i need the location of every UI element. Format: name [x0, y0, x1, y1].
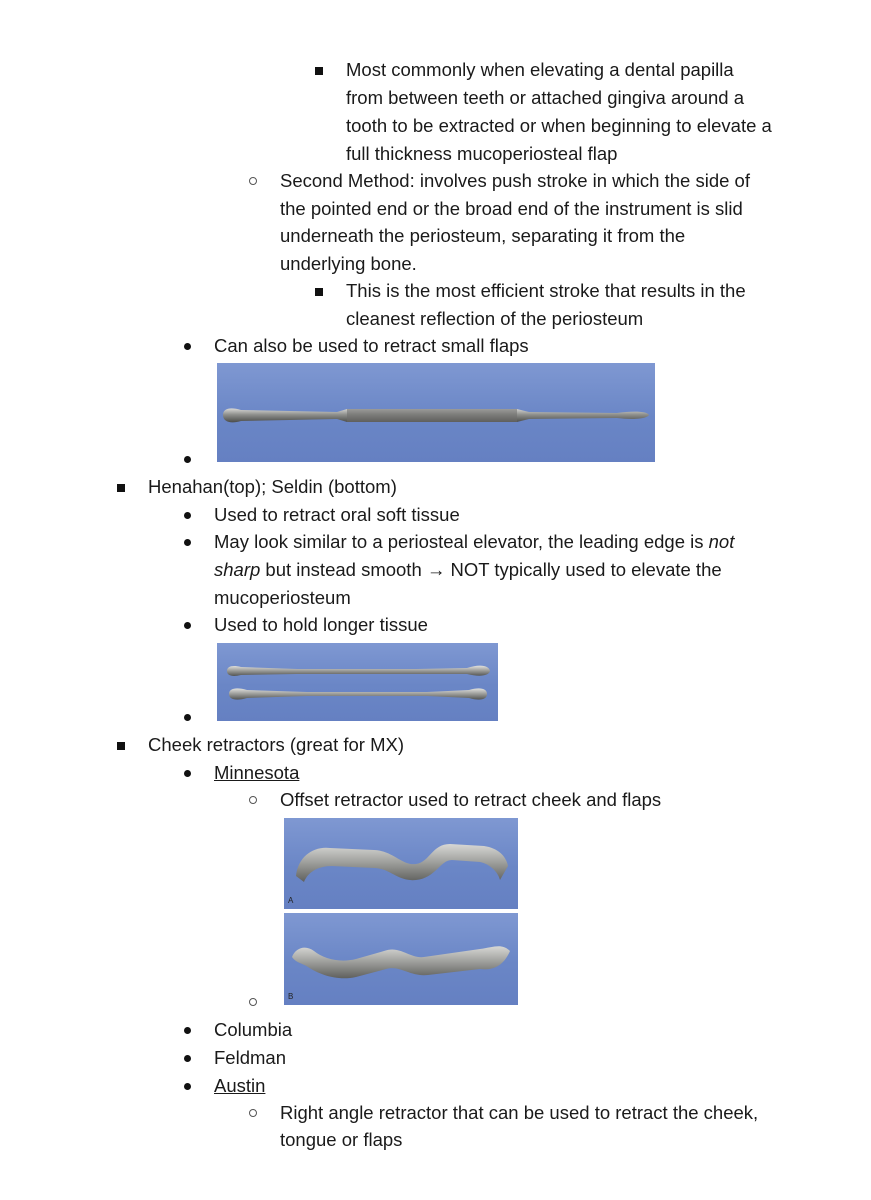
minnesota-link[interactable]: Minnesota [214, 762, 300, 783]
henahan-bullet-2-line-3: mucoperiosteum [214, 587, 351, 608]
text-run: but instead smooth → NOT typically used to elevate the [260, 559, 722, 580]
henahan-bullet-3: Used to hold longer tissue [214, 614, 428, 635]
efficient-stroke-line: cleanest reflection of the periosteum [346, 308, 644, 329]
columbia-item: Columbia [214, 1019, 293, 1040]
henahan-heading: Henahan(top); Seldin (bottom) [148, 476, 397, 497]
method1-text-line: tooth to be extracted or when beginning to elevate a [346, 115, 772, 136]
method1-text-line: from between teeth or attached gingiva around a [346, 87, 745, 108]
text-run: May look similar to a periosteal elevator, the leading edge is [214, 531, 709, 552]
retract-small-flaps-text: Can also be used to retract small flaps [214, 335, 529, 356]
circle-bullet [249, 177, 257, 185]
square-bullet [117, 484, 125, 492]
henahan-bullet-1: Used to retract oral soft tissue [214, 504, 460, 525]
feldman-item: Feldman [214, 1047, 286, 1068]
method1-text-line: full thickness mucoperiosteal flap [346, 143, 618, 164]
square-bullet [315, 288, 323, 296]
austin-description-line: tongue or flaps [280, 1129, 403, 1150]
disc-bullet [184, 714, 191, 721]
second-method-line: underneath the periosteum, separating it from the [280, 225, 686, 246]
austin-link[interactable]: Austin [214, 1075, 266, 1096]
italic-text: sharp [214, 559, 261, 580]
henahan-seldin-photo [217, 643, 498, 721]
circle-bullet [249, 998, 257, 1006]
square-bullet [117, 742, 125, 750]
circle-bullet [249, 796, 257, 804]
disc-bullet [184, 512, 191, 519]
method1-text-line: Most commonly when elevating a dental papilla [346, 59, 734, 80]
second-method-line: the pointed end or the broad end of the instrument is slid [280, 198, 743, 219]
efficient-stroke-line: This is the most efficient stroke that results in the [346, 280, 746, 301]
photo-label: A [288, 896, 294, 905]
square-bullet [315, 67, 323, 75]
disc-bullet [184, 456, 191, 463]
periosteal-elevator-photo [217, 363, 655, 462]
disc-bullet [184, 770, 191, 777]
disc-bullet [184, 1027, 191, 1034]
disc-bullet [184, 622, 191, 629]
disc-bullet [184, 539, 191, 546]
second-method-line: Second Method: involves push stroke in which the side of [280, 170, 750, 191]
henahan-bullet-2-line-2 [214, 556, 722, 583]
circle-bullet [249, 1109, 257, 1117]
disc-bullet [184, 343, 191, 350]
minnesota-retractor-photo-b [284, 913, 518, 1005]
cheek-retractors-heading: Cheek retractors (great for MX) [148, 734, 404, 755]
henahan-bullet-2-line-1 [214, 528, 734, 555]
italic-text: not [708, 531, 735, 552]
photo-label: B [288, 992, 294, 1001]
austin-description-line: Right angle retractor that can be used to retract the cheek, [280, 1102, 759, 1123]
disc-bullet [184, 1083, 191, 1090]
minnesota-retractor-photo-a [284, 818, 518, 909]
minnesota-description: Offset retractor used to retract cheek and flaps [280, 789, 662, 810]
disc-bullet [184, 1055, 191, 1062]
second-method-line: underlying bone. [280, 253, 417, 274]
